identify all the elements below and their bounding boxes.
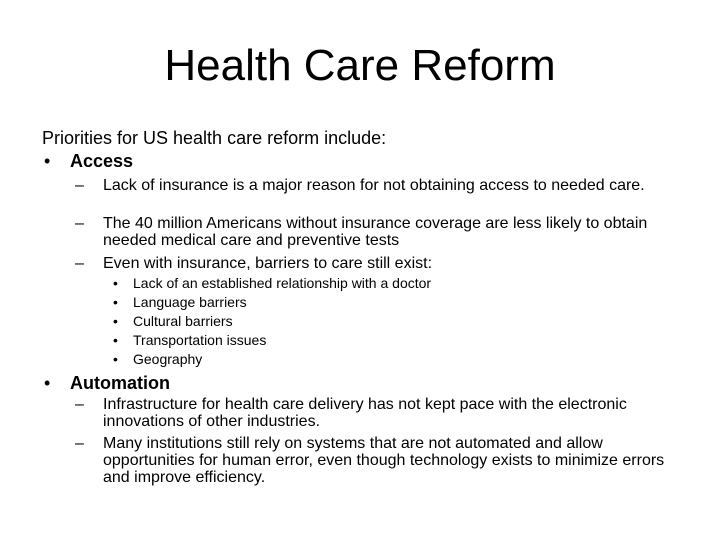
list-item	[75, 215, 675, 249]
sub-list-item	[113, 331, 266, 350]
list-item	[75, 177, 675, 194]
bullet-icon: •	[113, 313, 118, 329]
sub-list-item-text: Lack of an established relationship with a doctor	[133, 275, 432, 291]
list-item-text: The 40 million Americans without insurance coverage are less likely to obtain needed medical care and preventive tests	[103, 215, 648, 249]
dash-icon: –	[75, 435, 84, 452]
section-heading-label: Automation	[70, 373, 170, 393]
list-item	[75, 396, 675, 430]
intro-text: Priorities for US health care reform include:	[42, 128, 387, 148]
slide-title: Health Care Reform	[164, 41, 556, 90]
sub-list-item-text: Language barriers	[133, 294, 247, 310]
sub-list-item-text: Transportation issues	[133, 332, 267, 348]
sub-list-item-text: Geography	[133, 351, 203, 367]
sub-list-item	[113, 312, 233, 331]
dash-icon: –	[75, 396, 84, 413]
list-item	[75, 435, 675, 486]
sub-list-item-text: Cultural barriers	[133, 313, 233, 329]
bullet-icon: •	[113, 294, 118, 310]
sub-list-item	[113, 350, 202, 369]
bullet-icon: •	[113, 332, 118, 348]
dash-icon: –	[75, 215, 84, 232]
sub-list-item	[113, 274, 431, 293]
bullet-icon: •	[113, 275, 118, 291]
bullet-icon: •	[113, 351, 118, 367]
dash-icon: –	[75, 177, 84, 194]
list-item-text: Lack of insurance is a major reason for not obtaining access to needed care.	[103, 177, 645, 194]
sub-list-item	[113, 293, 247, 312]
list-item-text: Even with insurance, barriers to care still exist:	[103, 255, 433, 272]
bullet-icon: •	[44, 151, 51, 171]
dash-icon: –	[75, 255, 84, 272]
section-heading-label: Access	[70, 151, 134, 171]
list-item	[75, 255, 675, 272]
bullet-icon: •	[44, 373, 51, 393]
list-item-text: Infrastructure for health care delivery has not kept pace with the electronic innovations of other industries.	[103, 396, 627, 430]
list-item-text: Many institutions still rely on systems that are not automated and allow opportunities for human error, even though technology exists to minimize errors and improve efficiency.	[103, 435, 665, 486]
